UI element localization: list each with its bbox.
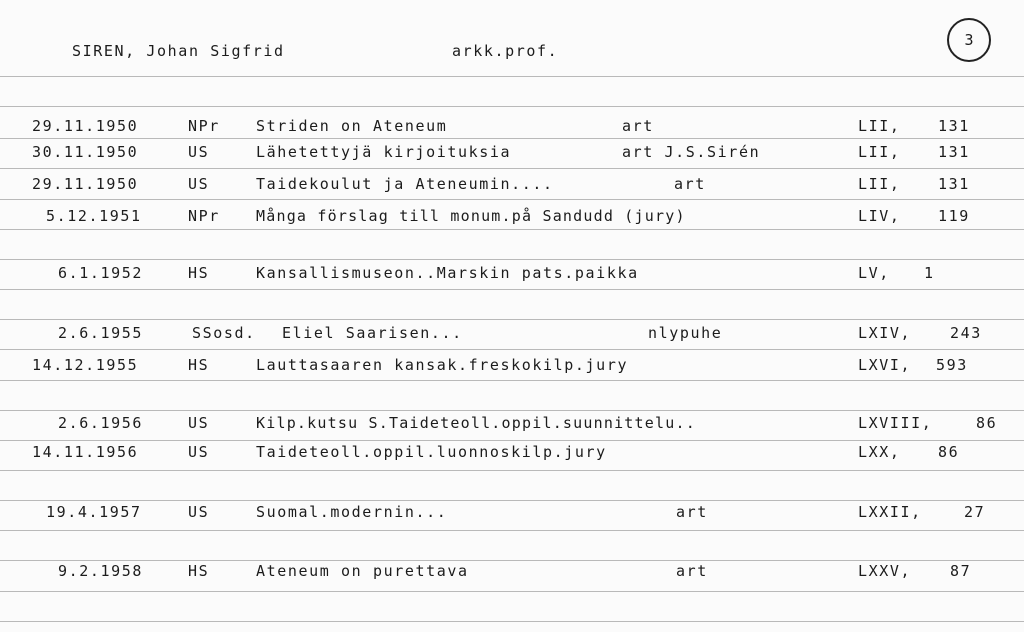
entry-volume: LXX, xyxy=(858,443,901,461)
ruled-line xyxy=(0,591,1024,592)
person-name: SIREN, Johan Sigfrid xyxy=(72,42,285,60)
ruled-line xyxy=(0,76,1024,77)
entry-date: 14.11.1956 xyxy=(32,443,139,461)
entry-page: 131 xyxy=(938,117,970,135)
ruled-line xyxy=(0,470,1024,471)
entry-note: nlypuhe xyxy=(648,324,723,342)
entry-text: Suomal.modernin... xyxy=(256,503,448,521)
ruled-line xyxy=(0,380,1024,381)
entry-page: 27 xyxy=(964,503,986,521)
ruled-line xyxy=(0,410,1024,411)
ruled-line xyxy=(0,440,1024,441)
entry-volume: LXXV, xyxy=(858,562,912,580)
entry-text: Kilp.kutsu S.Taideteoll.oppil.suunnittelu.. xyxy=(256,414,696,432)
ruled-line xyxy=(0,500,1024,501)
entry-page: 131 xyxy=(938,175,970,193)
entry-page: 593 xyxy=(936,356,968,374)
entry-paper: US xyxy=(188,443,210,461)
entry-note: art xyxy=(674,175,706,193)
entry-paper: US xyxy=(188,143,210,161)
entry-date: 14.12.1955 xyxy=(32,356,139,374)
entry-page: 1 xyxy=(924,264,935,282)
entry-text: Striden on Ateneum xyxy=(256,117,448,135)
entry-date: 29.11.1950 xyxy=(32,117,139,135)
entry-text: Taideteoll.oppil.luonnoskilp.jury xyxy=(256,443,607,461)
entry-page: 119 xyxy=(938,207,970,225)
entry-volume: LV, xyxy=(858,264,890,282)
entry-paper: HS xyxy=(188,562,210,580)
entry-volume: LXVIII, xyxy=(858,414,933,432)
entry-page: 87 xyxy=(950,562,972,580)
entry-paper: US xyxy=(188,175,210,193)
card-number: 3 xyxy=(947,18,991,62)
ruled-line xyxy=(0,560,1024,561)
entry-volume: LXIV, xyxy=(858,324,912,342)
entry-note: art J.S.Sirén xyxy=(622,143,761,161)
entry-text: Lähetettyjä kirjoituksia xyxy=(256,143,512,161)
entry-paper: NPr xyxy=(188,207,220,225)
entry-page: 243 xyxy=(950,324,982,342)
ruled-line xyxy=(0,319,1024,320)
ruled-line xyxy=(0,621,1024,622)
entry-volume: LII, xyxy=(858,175,901,193)
entry-date: 5.12.1951 xyxy=(46,207,142,225)
entry-paper: SSosd. xyxy=(192,324,256,342)
entry-text: Eliel Saarisen... xyxy=(282,324,463,342)
ruled-line xyxy=(0,199,1024,200)
entry-date: 6.1.1952 xyxy=(58,264,144,282)
entry-paper: US xyxy=(188,503,210,521)
entry-text: Lauttasaaren kansak.freskokilp.jury xyxy=(256,356,629,374)
entry-date: 30.11.1950 xyxy=(32,143,139,161)
entry-volume: LII, xyxy=(858,143,901,161)
ruled-line xyxy=(0,168,1024,169)
entry-paper: HS xyxy=(188,264,210,282)
entry-note: art xyxy=(622,117,654,135)
entry-paper: US xyxy=(188,414,210,432)
entry-date: 29.11.1950 xyxy=(32,175,139,193)
entry-paper: NPr xyxy=(188,117,220,135)
entry-note: art xyxy=(676,562,708,580)
entry-text: Kansallismuseon..Marskin pats.paikka xyxy=(256,264,639,282)
entry-paper: HS xyxy=(188,356,210,374)
ruled-line xyxy=(0,259,1024,260)
entry-note: art xyxy=(676,503,708,521)
entry-date: 19.4.1957 xyxy=(46,503,142,521)
entry-text: Ateneum on purettava xyxy=(256,562,469,580)
ruled-line xyxy=(0,349,1024,350)
entry-date: 9.2.1958 xyxy=(58,562,144,580)
entry-date: 2.6.1956 xyxy=(58,414,144,432)
entry-volume: LIV, xyxy=(858,207,901,225)
ruled-line xyxy=(0,106,1024,107)
entry-text: Taidekoulut ja Ateneumin.... xyxy=(256,175,554,193)
entry-page: 131 xyxy=(938,143,970,161)
person-title: arkk.prof. xyxy=(452,42,559,60)
ruled-line xyxy=(0,530,1024,531)
entry-text: Många förslag till monum.på Sandudd (jury) xyxy=(256,207,686,225)
entry-volume: LXXII, xyxy=(858,503,922,521)
entry-volume: LII, xyxy=(858,117,901,135)
entry-page: 86 xyxy=(938,443,960,461)
entry-page: 86 xyxy=(976,414,998,432)
ruled-line xyxy=(0,138,1024,139)
ruled-line xyxy=(0,289,1024,290)
entry-date: 2.6.1955 xyxy=(58,324,144,342)
ruled-line xyxy=(0,229,1024,230)
entry-volume: LXVI, xyxy=(858,356,912,374)
